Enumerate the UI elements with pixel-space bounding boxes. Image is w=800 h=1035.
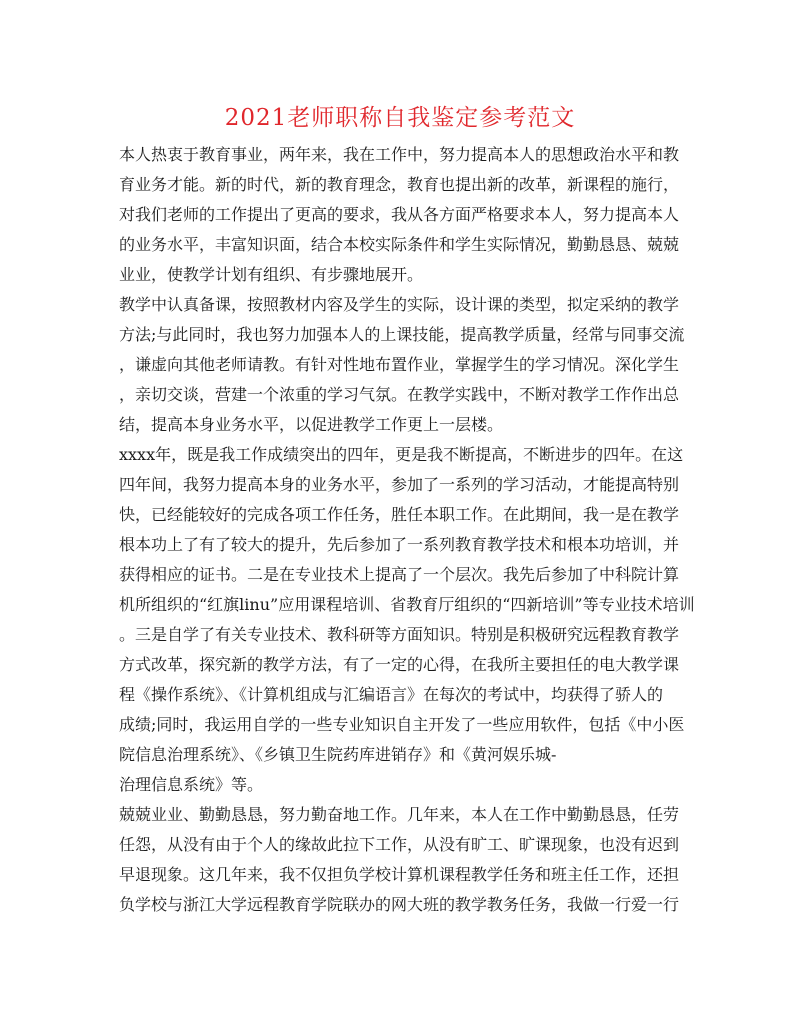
text-line: 早退现象。这几年来，我不仅担负学校计算机课程教学任务和班主任工作，还担 [119, 865, 680, 884]
document-title: 2021老师职称自我鉴定参考范文 [224, 105, 576, 131]
text-line: 育业务才能。新的时代，新的教育理念，教育也提出新的改革，新课程的施行， [119, 175, 680, 194]
text-line: 治理信息系统》等。 [119, 775, 264, 794]
text-line: 机所组织的“红旗linu”应用课程培训、省教育厅组织的“四新培训”等专业技术培训 [119, 595, 695, 614]
text-line: 本人热衷于教育事业，两年来，我在工作中，努力提高本人的思想政治水平和教 [119, 145, 680, 164]
text-line: 获得相应的证书。二是在专业技术上提高了一个层次。我先后参加了中科院计算 [119, 565, 680, 584]
text-line: xxxx年，既是我工作成绩突出的四年，更是我不断提高，不断进步的四年。在这 [119, 445, 684, 464]
text-line: 。三是自学了有关专业技术、教科研等方面知识。特别是积极研究远程教育教学 [119, 625, 680, 644]
text-line: 业业，使教学计划有组织、有步骤地展开。 [119, 265, 424, 284]
text-line: 根本功上了有了较大的提升，先后参加了一系列教育教学技术和根本功培训，并 [119, 535, 680, 554]
text-line: 方法;与此同时，我也努力加强本人的上课技能，提高教学质量，经常与同事交流 [119, 325, 685, 344]
text-line: 结，提高本身业务水平，以促进教学工作更上一层楼。 [119, 415, 504, 434]
text-line: 任怨，从没有由于个人的缘故此拉下工作，从没有旷工、旷课现象，也没有迟到 [119, 835, 680, 854]
text-line: 程《操作系统》、《计算机组成与汇编语言》在每次的考试中，均获得了骄人的 [119, 685, 664, 704]
text-line: 教学中认真备课，按照教材内容及学生的实际，设计课的类型，拟定采纳的教学 [119, 295, 680, 314]
text-line: 成绩;同时，我运用自学的一些专业知识自主开发了一些应用软件，包括《中小医 [119, 715, 685, 734]
text-line: 方式改革，探究新的教学方法，有了一定的心得，在我所主要担任的电大教学课 [119, 655, 680, 674]
text-line: 院信息治理系统》、《乡镇卫生院药库进销存》和《黄河娱乐城- [119, 745, 557, 764]
text-line: 兢兢业业、勤勤恳恳，努力勤奋地工作。几年来，本人在工作中勤勤恳恳，任劳 [119, 805, 680, 824]
text-line: 对我们老师的工作提出了更高的要求，我从各方面严格要求本人，努力提高本人 [119, 205, 680, 224]
document-body [119, 140, 695, 920]
text-line: ，亲切交谈，营建一个浓重的学习气氛。在教学实践中，不断对教学工作作出总 [119, 385, 680, 404]
text-line: 四年间，我努力提高本身的业务水平，参加了一系列的学习活动，才能提高特别 [119, 475, 680, 494]
text-line: 的业务水平，丰富知识面，结合本校实际条件和学生实际情况，勤勤恳恳、兢兢 [119, 235, 680, 254]
text-line: ，谦虚向其他老师请教。有针对性地布置作业，掌握学生的学习情况。深化学生 [119, 355, 680, 374]
text-line: 快，已经能较好的完成各项工作任务，胜任本职工作。在此期间，我一是在教学 [119, 505, 680, 524]
text-line: 负学校与浙江大学远程教育学院联办的网大班的教学教务任务，我做一行爱一行 [119, 895, 680, 914]
